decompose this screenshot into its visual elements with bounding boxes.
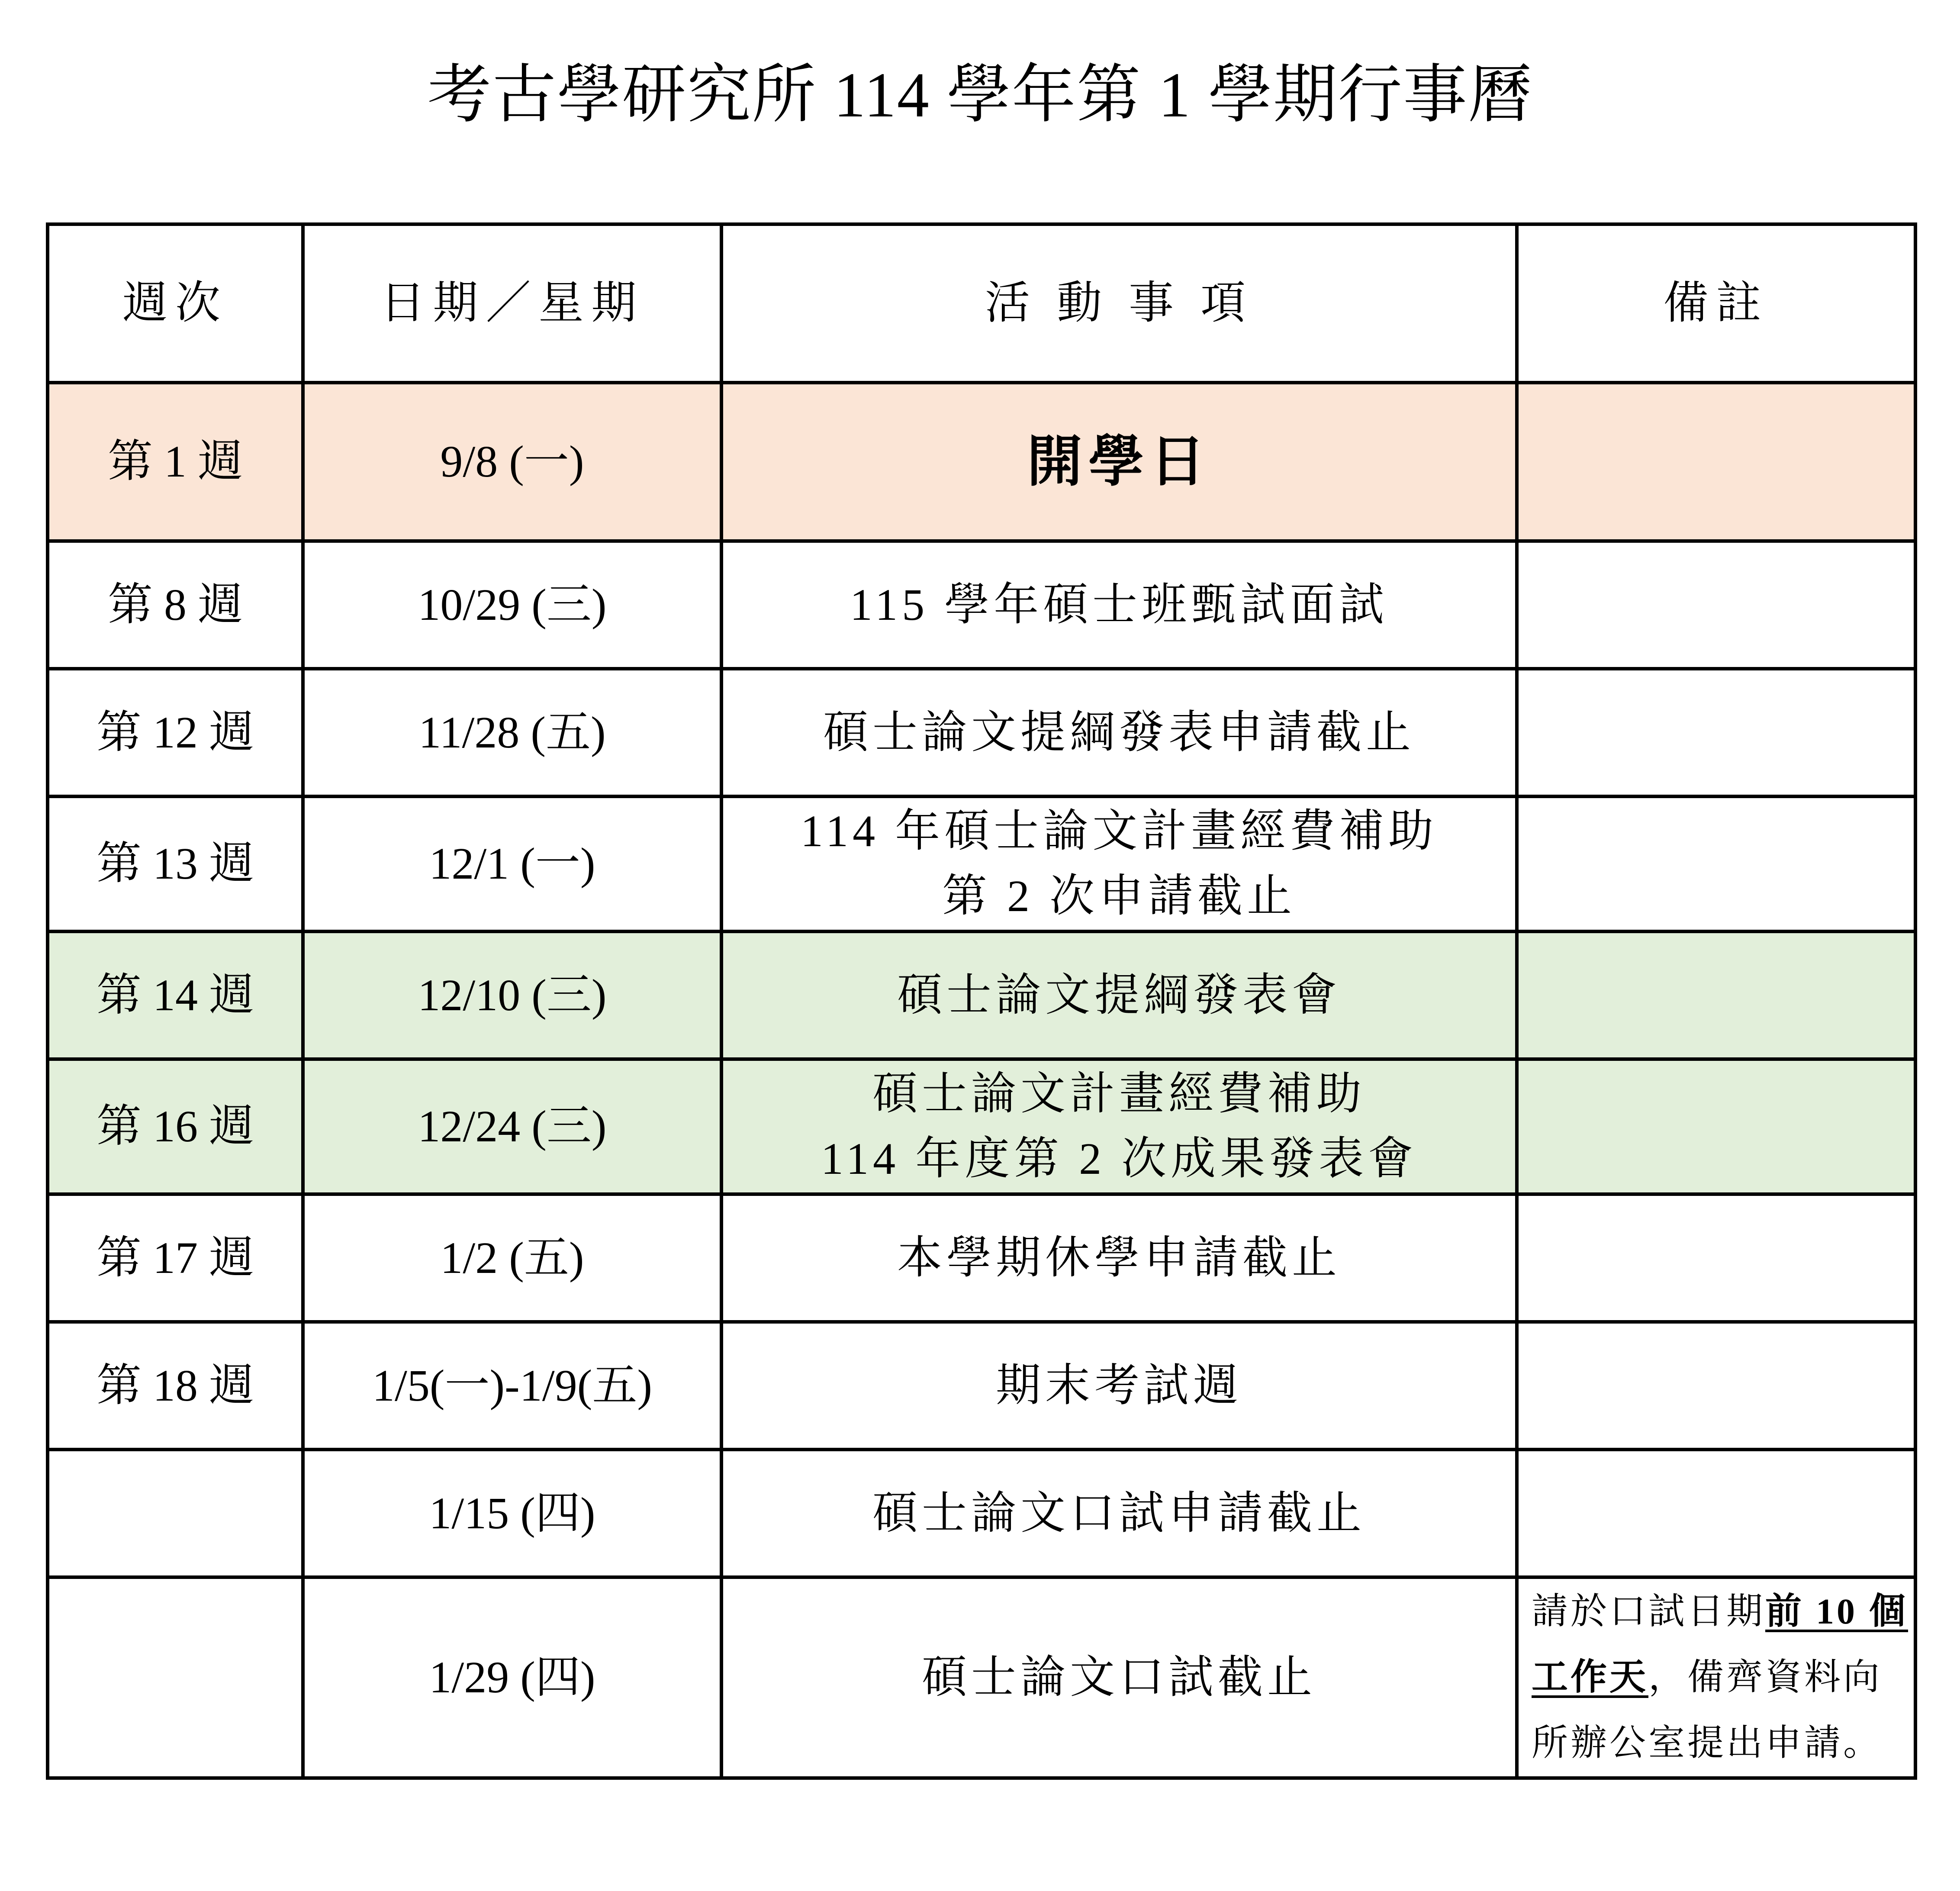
note-suffix: ，備齊資料向所辦公室提出申請。: [1532, 1657, 1883, 1763]
activity-cell: [721, 669, 1517, 796]
activity-line: 本學期休學申請截止: [897, 1233, 1341, 1283]
note-cell: [1517, 669, 1915, 796]
note-cell: [1517, 1577, 1915, 1778]
table-row: [48, 1059, 1915, 1194]
table-row: [48, 1322, 1915, 1450]
note-prefix: 請於口試日期: [1532, 1591, 1766, 1632]
week-cell: 第 12 週: [48, 669, 303, 796]
table-row: [48, 1194, 1915, 1322]
activity-line: 第 2 次申請截止: [942, 871, 1296, 921]
note-cell: [1517, 1450, 1915, 1577]
date-cell: 1/5(一)-1/9(五): [303, 1322, 721, 1450]
activity-line: 114 年度第 2 次成果發表會: [821, 1134, 1418, 1184]
date-cell: 10/29 (三): [303, 541, 721, 669]
activity-cell: [721, 1194, 1517, 1322]
date-cell: 12/1 (一): [303, 796, 721, 931]
activity-cell: [721, 1577, 1517, 1778]
week-cell: 第 18 週: [48, 1322, 303, 1450]
week-cell: [48, 1450, 303, 1577]
week-cell: 第 17 週: [48, 1194, 303, 1322]
activity-line: 碩士論文口試截止: [921, 1653, 1316, 1702]
week-cell: 第 16 週: [48, 1059, 303, 1194]
date-cell: 12/24 (三): [303, 1059, 721, 1194]
date-cell: 1/15 (四): [303, 1450, 721, 1577]
note-cell: [1517, 541, 1915, 669]
week-cell: [48, 1577, 303, 1778]
table-row: [48, 383, 1915, 541]
note-emphasis: 前 10 個工作天: [1532, 1591, 1909, 1698]
table-row: [48, 931, 1915, 1059]
activity-cell: [721, 383, 1517, 541]
activity-cell: [721, 1059, 1517, 1194]
note-cell: [1517, 931, 1915, 1059]
header-week: 週次: [48, 224, 303, 383]
note-cell: [1517, 383, 1915, 541]
date-cell: 11/28 (五): [303, 669, 721, 796]
table-row: [48, 669, 1915, 796]
table-row: [48, 1450, 1915, 1577]
note-cell: [1517, 1194, 1915, 1322]
activity-cell: [721, 541, 1517, 669]
activity-line: 期末考試週: [995, 1360, 1242, 1411]
header-date: 日期／星期: [303, 224, 721, 383]
activity-line: 碩士論文口試申請截止: [872, 1488, 1366, 1538]
activity-line: 開學日: [1027, 429, 1211, 494]
date-cell: 9/8 (一): [303, 383, 721, 541]
week-cell: 第 8 週: [48, 541, 303, 669]
activity-line: 碩士論文計畫經費補助: [872, 1069, 1366, 1119]
date-cell: 1/29 (四): [303, 1577, 721, 1778]
table-row: [48, 796, 1915, 931]
activity-line: 114 年碩士論文計畫經費補助: [800, 806, 1438, 856]
table-row: [48, 541, 1915, 669]
note-cell: [1517, 1059, 1915, 1194]
activity-line: 碩士論文提綱發表申請截止: [823, 707, 1415, 757]
calendar-table: [46, 222, 1917, 1780]
date-cell: 1/2 (五): [303, 1194, 721, 1322]
note-cell: [1517, 1322, 1915, 1450]
activity-line: 碩士論文提綱發表會: [897, 970, 1341, 1020]
week-cell: 第 1 週: [48, 383, 303, 541]
date-cell: 12/10 (三): [303, 931, 721, 1059]
page-title: 考古學研究所 114 學年第 1 學期行事曆: [427, 60, 1533, 131]
week-cell: 第 13 週: [48, 796, 303, 931]
note-cell: [1517, 796, 1915, 931]
header-note: 備註: [1517, 224, 1915, 383]
activity-line: 115 學年碩士班甄試面試: [850, 580, 1389, 630]
activity-cell: [721, 931, 1517, 1059]
activity-cell: [721, 1450, 1517, 1577]
header-activity: 活 動 事 項: [721, 224, 1517, 383]
activity-cell: [721, 796, 1517, 931]
table-row: [48, 1577, 1915, 1778]
activity-cell: [721, 1322, 1517, 1450]
week-cell: 第 14 週: [48, 931, 303, 1059]
table-header-row: [48, 224, 1915, 383]
